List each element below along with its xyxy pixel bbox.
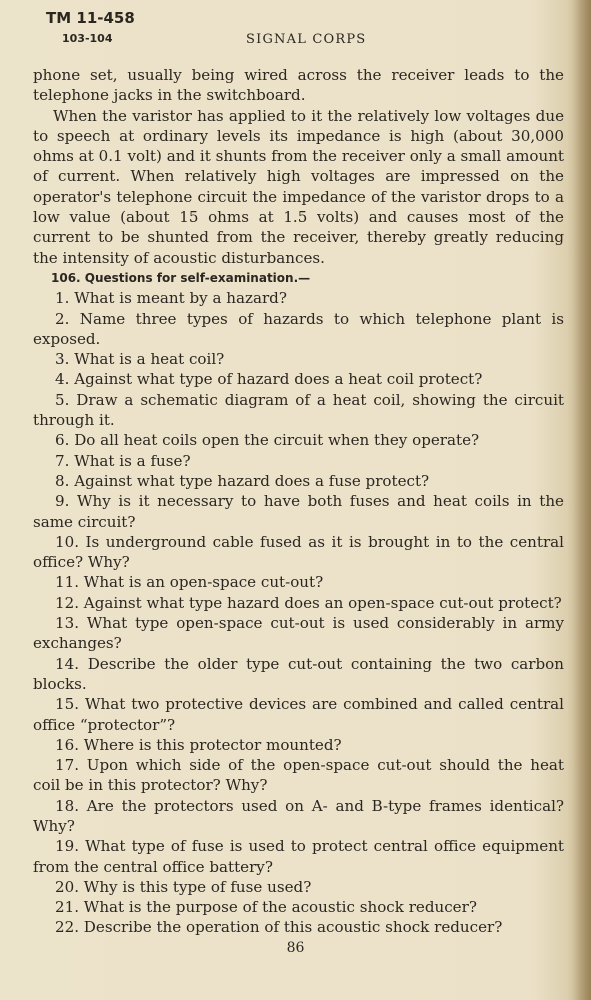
- question-item: 14. Describe the older type cut-out containing the two carbon blocks.: [33, 654, 564, 693]
- question-item: 10. Is underground cable fused as it is brought in to the central office? Why?: [33, 532, 564, 572]
- question-item: 11. What is an open-space cut-out?: [55, 573, 324, 592]
- question-item: 20. Why is this type of fuse used?: [55, 877, 312, 896]
- question-item: 12. Against what type hazard does an open-space cut-out protect?: [55, 593, 562, 612]
- question-list: [33, 288, 564, 938]
- page-number: 86: [286, 940, 305, 956]
- section-heading: 106. Questions for self-examination.—: [51, 270, 311, 285]
- paragraph-range: 103-104: [62, 32, 113, 45]
- paragraph-varistor: When the varistor has applied to it the relatively low voltages due to speech at ordinary levels its impedance is high (about 30,000 ohms at 0.1 volt) and it shunts from the receiver only a small amount of current. When relatively high voltages are impressed on the operator's telephone circuit the impedance of the varistor drops to a low value (about 15 ohms at 1.5 volts) and causes most of the current to be shunted from the receiver, thereby greatly reducing the intensity of acoustic disturbances.: [33, 106, 564, 267]
- page-edge-shadow: [573, 0, 591, 1000]
- question-item: 2. Name three types of hazards to which telephone plant is exposed.: [33, 309, 564, 348]
- page-body: [33, 65, 564, 938]
- question-item: 19. What type of fuse is used to protect central office equipment from the central office battery?: [33, 837, 564, 876]
- question-item: 15. What two protective devices are combined and called central office “protector”?: [33, 695, 564, 734]
- question-item: 7. What is a fuse?: [55, 451, 191, 470]
- paragraph-continued: phone set, usually being wired across the receiver leads to the telephone jacks in the switchboard.: [33, 66, 564, 105]
- question-item: 4. Against what type of hazard does a heat coil protect?: [55, 370, 483, 389]
- question-item: 6. Do all heat coils open the circuit when they operate?: [55, 431, 480, 450]
- question-item: 13. What type open-space cut-out is used considerably in army exchanges?: [33, 614, 564, 653]
- question-item: 16. Where is this protector mounted?: [55, 735, 342, 754]
- running-title: SIGNAL CORPS: [246, 32, 367, 47]
- question-item: 8. Against what type hazard does a fuse protect?: [55, 471, 430, 490]
- question-item: 9. Why is it necessary to have both fuses and heat coils in the same circuit?: [33, 492, 564, 531]
- question-item: 21. What is the purpose of the acoustic shock reducer?: [55, 898, 477, 917]
- question-item: 5. Draw a schematic diagram of a heat coil, showing the circuit through it.: [33, 390, 564, 430]
- question-item: 22. Describe the operation of this acoustic shock reducer?: [55, 918, 503, 937]
- question-item: 3. What is a heat coil?: [55, 350, 225, 369]
- question-item: 1. What is meant by a hazard?: [55, 289, 287, 308]
- question-item: 18. Are the protectors used on A- and B-type frames identical? Why?: [33, 796, 564, 835]
- manual-number: TM 11-458: [46, 9, 135, 27]
- question-item: 17. Upon which side of the open-space cut-out should the heat coil be in this protector? Why?: [33, 756, 564, 795]
